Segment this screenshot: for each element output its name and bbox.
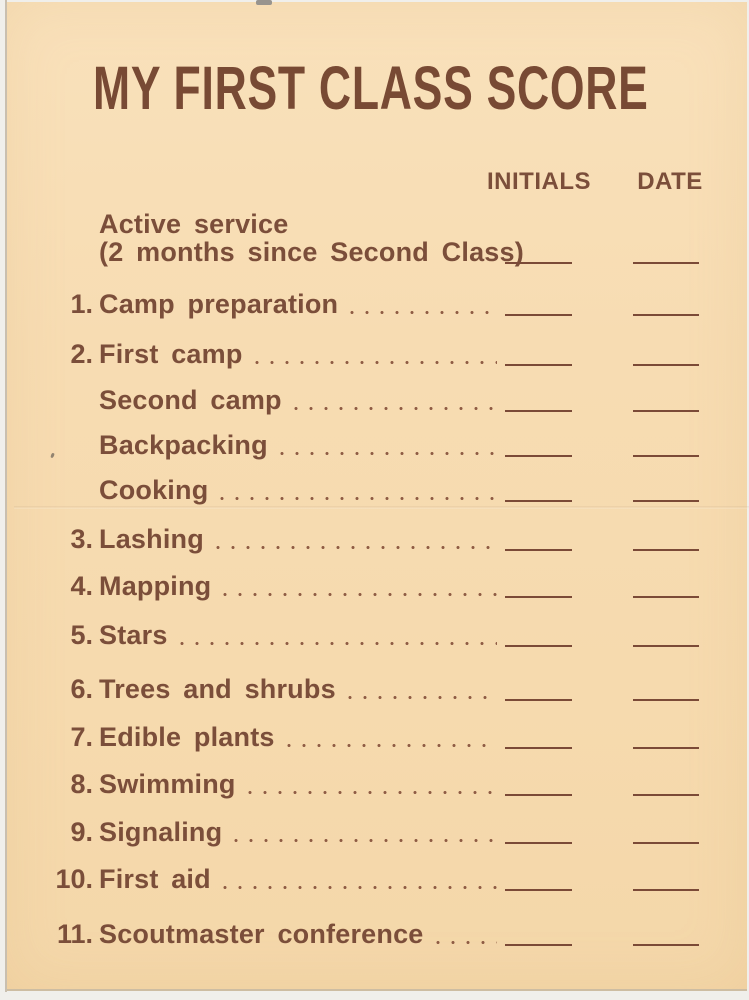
date-blank-line [633, 944, 699, 946]
date-blank-line [633, 699, 699, 701]
score-row [45, 619, 699, 649]
date-blank-line [633, 410, 699, 412]
item-number: 5. [70, 620, 93, 650]
date-blank-line [633, 455, 699, 457]
score-row [45, 816, 699, 846]
initials-blank-line [505, 699, 572, 701]
dot-leader [350, 310, 497, 315]
item-number: 2. [70, 339, 93, 369]
initials-blank-line [505, 794, 572, 796]
item-label: First camp [99, 339, 243, 369]
initials-blank-line [505, 842, 572, 844]
initials-blank-line [505, 500, 572, 502]
item-label: Camp preparation [99, 289, 339, 319]
scan-edge-left [5, 0, 7, 992]
date-blank-line [633, 262, 699, 264]
item-label: Swimming [99, 769, 236, 799]
item-number: 1. [70, 289, 93, 319]
dot-leader [223, 592, 497, 597]
item-label: Cooking [99, 475, 209, 505]
date-blank-line [633, 500, 699, 502]
score-row [45, 208, 699, 238]
score-row [45, 474, 699, 504]
scan-artifact-top [256, 0, 272, 5]
initials-blank-line [505, 314, 572, 316]
item-label: Lashing [99, 524, 204, 554]
dot-leader [280, 451, 497, 456]
dot-leader [216, 545, 497, 550]
score-row [45, 384, 699, 414]
item-number: 10. [55, 864, 93, 894]
initials-blank-line [505, 549, 572, 551]
date-blank-line [633, 314, 699, 316]
item-number: 6. [70, 674, 93, 704]
date-blank-line [633, 364, 699, 366]
fold-crease [14, 506, 749, 509]
date-blank-line [633, 549, 699, 551]
item-number: 4. [70, 571, 93, 601]
item-label: Edible plants [99, 722, 275, 752]
item-label: Active service [99, 209, 289, 239]
item-label: Mapping [99, 571, 212, 601]
initials-blank-line [505, 262, 572, 264]
item-number: 11. [56, 919, 93, 949]
score-row [45, 429, 699, 459]
column-header-date: DATE [637, 168, 703, 195]
date-blank-line [633, 596, 699, 598]
dot-leader [234, 838, 497, 843]
item-label: (2 months since Second Class) [99, 237, 524, 267]
dot-leader [287, 743, 497, 748]
item-label: First aid [99, 864, 211, 894]
initials-blank-line [505, 889, 572, 891]
initials-blank-line [505, 364, 572, 366]
score-row [45, 721, 699, 751]
date-blank-line [633, 889, 699, 891]
item-number: 9. [70, 817, 93, 847]
score-row [45, 673, 699, 703]
dot-leader [436, 940, 497, 945]
item-label: Trees and shrubs [99, 674, 336, 704]
scan-edge-bottom [7, 989, 747, 991]
score-row [45, 523, 699, 553]
item-number: 8. [70, 769, 93, 799]
score-row [45, 918, 699, 948]
initials-blank-line [505, 410, 572, 412]
dot-leader [255, 360, 497, 365]
date-blank-line [633, 842, 699, 844]
dot-leader [220, 496, 497, 501]
dot-leader [223, 885, 497, 890]
item-label: Second camp [99, 385, 282, 415]
initials-blank-line [505, 747, 572, 749]
item-number: 3. [70, 524, 93, 554]
dot-leader [248, 790, 497, 795]
score-row [45, 288, 699, 318]
score-row [45, 236, 699, 266]
score-row [45, 338, 699, 368]
date-blank-line [633, 747, 699, 749]
initials-blank-line [505, 455, 572, 457]
item-label: Backpacking [99, 430, 268, 460]
item-label: Scoutmaster conference [99, 919, 424, 949]
dot-leader [180, 641, 497, 646]
item-label: Signaling [99, 817, 223, 847]
date-blank-line [633, 794, 699, 796]
dot-leader [348, 695, 497, 700]
initials-blank-line [505, 596, 572, 598]
initials-blank-line [505, 645, 572, 647]
score-row [45, 570, 699, 600]
score-row [45, 768, 699, 798]
item-label: Stars [99, 620, 168, 650]
date-blank-line [633, 645, 699, 647]
card-title: MY FIRST CLASS SCORE [93, 54, 649, 122]
score-row [45, 863, 699, 893]
dot-leader [294, 406, 497, 411]
item-number: 7. [70, 722, 93, 752]
scanned-score-card [7, 2, 747, 990]
column-header-initials: INITIALS [487, 168, 591, 195]
initials-blank-line [505, 944, 572, 946]
